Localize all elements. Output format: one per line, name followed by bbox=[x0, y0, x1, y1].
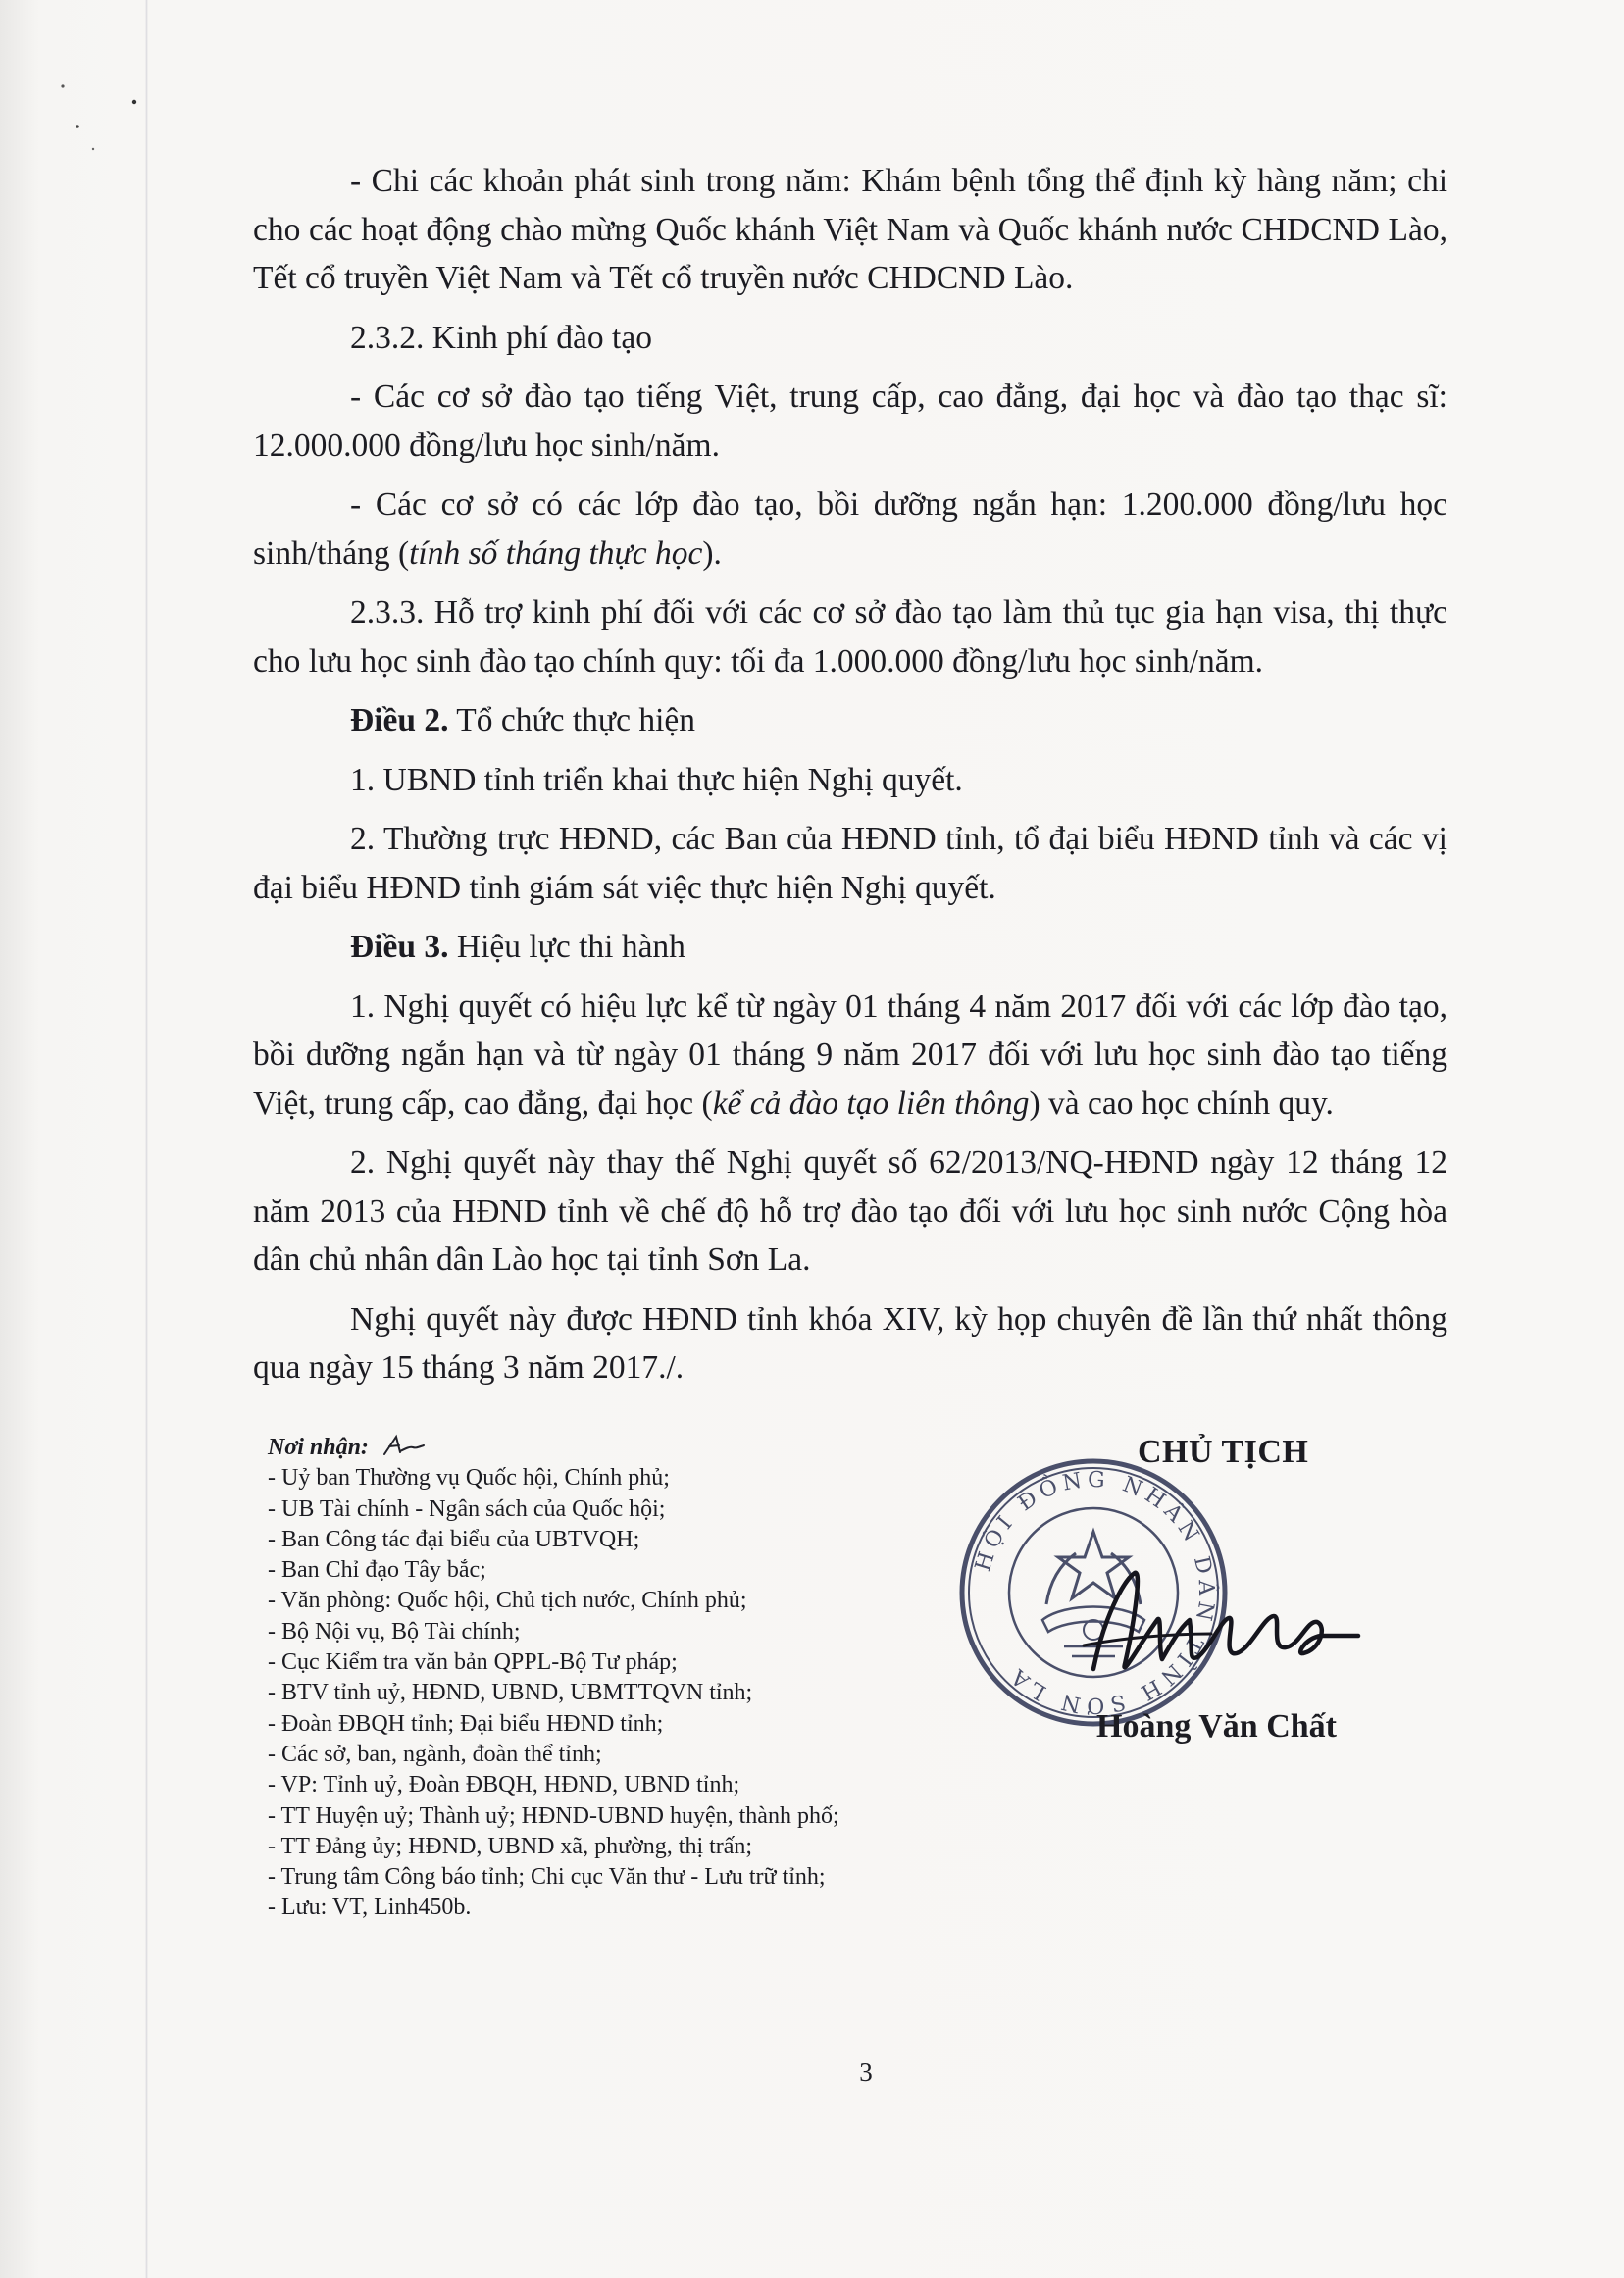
resolution-body bbox=[253, 157, 1447, 1403]
paragraph: Nghị quyết này được HĐND tỉnh khóa XIV, kỳ họp chuyên đề lần thứ nhất thông qua ngày 15 tháng 3 năm 2017./. bbox=[253, 1300, 1447, 1386]
paragraph: 2.3.3. Hỗ trợ kinh phí đối với các cơ sở đào tạo làm thủ tục gia hạn visa, thị thực cho lưu học sinh đào tạo chính quy: tối đa 1.000.000 đồng/lưu học sinh/năm. bbox=[253, 594, 1447, 680]
section-heading: 2.3.2. Kinh phí đào tạo bbox=[350, 319, 652, 356]
recipient-item: - Ban Công tác đại biểu của UBTVQH; bbox=[268, 1526, 640, 1552]
recipients-list bbox=[268, 1463, 1013, 1923]
recipient-item: - Cục Kiểm tra văn bản QPPL-Bộ Tư pháp; bbox=[268, 1649, 678, 1676]
recipients-block bbox=[268, 1433, 1013, 1924]
page-fold-line bbox=[145, 0, 148, 2278]
signature-icon bbox=[1064, 1551, 1368, 1698]
paragraph: - Các cơ sở có các lớp đào tạo, bồi dưỡng ngắn hạn: 1.200.000 đồng/lưu học sinh/tháng (tính số tháng thực học). bbox=[253, 486, 1447, 572]
signer-title: CHỦ TỊCH bbox=[1138, 1434, 1309, 1470]
handwritten-initial-icon bbox=[381, 1433, 426, 1458]
recipient-item: - Lưu: VT, Linh450b. bbox=[268, 1895, 472, 1921]
recipient-item: - UB Tài chính - Ngân sách của Quốc hội; bbox=[268, 1495, 666, 1522]
recipient-item: - Bộ Nội vụ, Bộ Tài chính; bbox=[268, 1618, 521, 1645]
recipient-item: - Đoàn ĐBQH tỉnh; Đại biểu HĐND tỉnh; bbox=[268, 1710, 664, 1737]
paragraph: - Các cơ sở đào tạo tiếng Việt, trung cấp, cao đẳng, đại học và đào tạo thạc sĩ: 12.000.000 đồng/lưu học sinh/năm. bbox=[253, 379, 1447, 464]
recipient-item: - BTV tỉnh uỷ, HĐND, UBND, UBMTTQVN tỉnh; bbox=[268, 1680, 753, 1706]
signature-block bbox=[956, 1434, 1407, 1757]
paragraph: 2. Nghị quyết này thay thế Nghị quyết số 62/2013/NQ-HĐND ngày 12 tháng 12 năm 2013 của HĐND tỉnh về chế độ hỗ trợ đào tạo đối với lưu học sinh nước Cộng hòa dân chủ nhân dân Lào học tại tỉnh Sơn La. bbox=[253, 1144, 1447, 1278]
recipient-item: - VP: Tỉnh uỷ, Đoàn ĐBQH, HĐND, UBND tỉnh; bbox=[268, 1772, 740, 1798]
signer-name: Hoàng Văn Chất bbox=[1096, 1708, 1337, 1745]
page-number: 3 bbox=[859, 2057, 873, 2087]
paragraph: - Chi các khoản phát sinh trong năm: Khám bệnh tổng thể định kỳ hàng năm; chi cho các hoạt động chào mừng Quốc khánh Việt Nam và Quốc khánh nước CHDCND Lào, Tết cổ truyền Việt Nam và Tết cổ truyền nước CHDCND Lào. bbox=[253, 163, 1447, 296]
scan-specks bbox=[54, 80, 162, 159]
recipient-item: - Trung tâm Công báo tỉnh; Chi cục Văn thư - Lưu trữ tỉnh; bbox=[268, 1864, 826, 1891]
recipients-title: Nơi nhận: bbox=[268, 1435, 369, 1460]
recipient-item: - Các sở, ban, ngành, đoàn thể tỉnh; bbox=[268, 1741, 602, 1767]
recipients-heading bbox=[268, 1433, 1013, 1463]
recipient-item: - Ban Chỉ đạo Tây bắc; bbox=[268, 1557, 486, 1584]
paragraph: 1. Nghị quyết có hiệu lực kể từ ngày 01 tháng 4 năm 2017 đối với các lớp đào tạo, bồi dưỡng ngắn hạn và từ ngày 01 tháng 9 năm 2017 đối với lưu học sinh đào tạo tiếng Việt, trung cấp, cao đẳng, đại học (kể cả đào tạo liên thông) và cao học chính quy. bbox=[253, 987, 1447, 1122]
recipient-item: - Uỷ ban Thường vụ Quốc hội, Chính phủ; bbox=[268, 1465, 670, 1492]
recipient-item: - Văn phòng: Quốc hội, Chủ tịch nước, Chính phủ; bbox=[268, 1588, 747, 1614]
recipient-item: - TT Huyện uỷ; Thành uỷ; HĐND-UBND huyện, thành phố; bbox=[268, 1802, 839, 1829]
paragraph: 1. UBND tỉnh triển khai thực hiện Nghị quyết. bbox=[350, 761, 963, 798]
paragraph: 2. Thường trực HĐND, các Ban của HĐND tỉnh, tổ đại biểu HĐND tỉnh và các vị đại biểu HĐND tỉnh giám sát việc thực hiện Nghị quyết. bbox=[253, 821, 1447, 906]
svg-text:HỘI ĐỒNG NHÂN DÂN TỈNH SƠN LA: HỘI ĐỒNG NHÂN DÂN TỈNH SƠN LA bbox=[971, 1467, 1219, 1718]
article-heading: Điều 2. Tổ chức thực hiện bbox=[350, 702, 696, 738]
recipient-item: - TT Đảng ủy; HĐND, UBND xã, phường, thị trấn; bbox=[268, 1833, 753, 1859]
article-heading: Điều 3. Hiệu lực thi hành bbox=[350, 929, 685, 965]
